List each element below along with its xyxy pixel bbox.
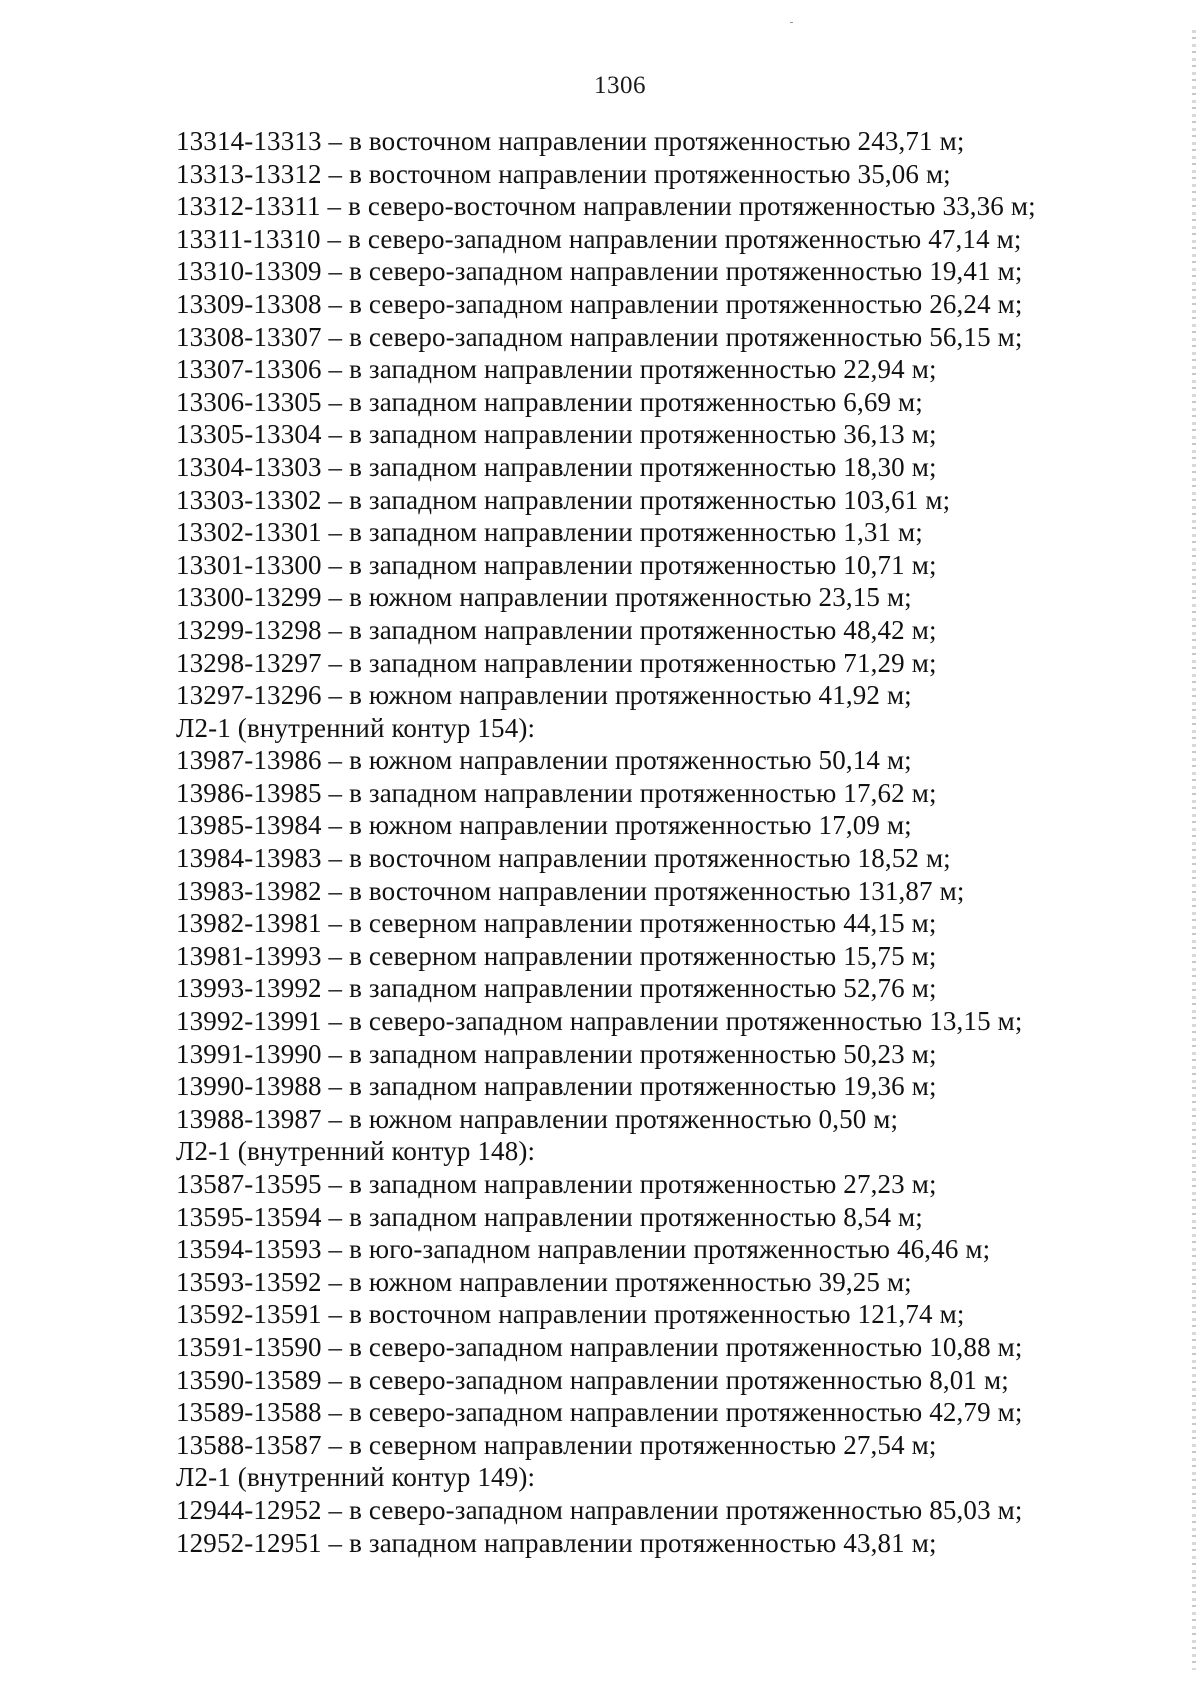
segment-line: 13310-13309 – в северо-западном направлении протяженностью 19,41 м; bbox=[176, 256, 1023, 287]
segment-line: 13981-13993 – в северном направлении протяженностью 15,75 м; bbox=[176, 940, 937, 971]
segment-line: 13595-13594 – в западном направлении протяженностью 8,54 м; bbox=[176, 1201, 923, 1232]
segment-line: 13312-13311 – в северо-восточном направлении протяженностью 33,36 м; bbox=[176, 191, 1036, 222]
segment-line: 13993-13992 – в западном направлении протяженностью 52,76 м; bbox=[176, 973, 937, 1004]
segment-line: 13303-13302 – в западном направлении протяженностью 103,61 м; bbox=[176, 484, 951, 515]
segment-line: 13986-13985 – в западном направлении протяженностью 17,62 м; bbox=[176, 777, 937, 808]
segment-line: 13985-13984 – в южном направлении протяженностью 17,09 м; bbox=[176, 810, 912, 841]
segment-line: 13591-13590 – в северо-западном направлении протяженностью 10,88 м; bbox=[176, 1331, 1023, 1362]
segment-line: 13306-13305 – в западном направлении протяженностью 6,69 м; bbox=[176, 386, 923, 417]
segment-line: 13300-13299 – в южном направлении протяженностью 23,15 м; bbox=[176, 582, 912, 613]
segment-line: 13982-13981 – в северном направлении протяженностью 44,15 м; bbox=[176, 908, 937, 939]
document-body bbox=[176, 125, 1176, 1559]
segment-line: 13588-13587 – в северном направлении протяженностью 27,54 м; bbox=[176, 1429, 937, 1460]
segment-line: 13991-13990 – в западном направлении протяженностью 50,23 м; bbox=[176, 1038, 937, 1069]
contour-heading: Л2-1 (внутренний контур 149): bbox=[176, 1462, 536, 1493]
scan-edge-artifact bbox=[1192, 30, 1196, 1670]
segment-line: 12944-12952 – в северо-западном направлении протяженностью 85,03 м; bbox=[176, 1494, 1023, 1525]
segment-line: 13305-13304 – в западном направлении протяженностью 36,13 м; bbox=[176, 419, 937, 450]
contour-heading: Л2-1 (внутренний контур 154): bbox=[176, 712, 536, 743]
contour-heading: Л2-1 (внутренний контур 148): bbox=[176, 1136, 536, 1167]
segment-line: 13309-13308 – в северо-западном направлении протяженностью 26,24 м; bbox=[176, 288, 1023, 319]
segment-line: 13987-13986 – в южном направлении протяженностью 50,14 м; bbox=[176, 745, 912, 776]
segment-line: 13311-13310 – в северо-западном направлении протяженностью 47,14 м; bbox=[176, 223, 1022, 254]
segment-line: 13307-13306 – в западном направлении протяженностью 22,94 м; bbox=[176, 354, 937, 385]
segment-line: 13308-13307 – в северо-западном направлении протяженностью 56,15 м; bbox=[176, 321, 1023, 352]
segment-line: 13984-13983 – в восточном направлении протяженностью 18,52 м; bbox=[176, 843, 951, 874]
segment-line: 13302-13301 – в западном направлении протяженностью 1,31 м; bbox=[176, 517, 923, 548]
segment-line: 12952-12951 – в западном направлении протяженностью 43,81 м; bbox=[176, 1527, 937, 1558]
segment-line: 13992-13991 – в северо-западном направлении протяженностью 13,15 м; bbox=[176, 1006, 1023, 1037]
segment-line: 13589-13588 – в северо-западном направлении протяженностью 42,79 м; bbox=[176, 1397, 1023, 1428]
segment-line: 13990-13988 – в западном направлении протяженностью 19,36 м; bbox=[176, 1071, 937, 1102]
page-number: 1306 bbox=[594, 72, 646, 99]
segment-line: 13299-13298 – в западном направлении протяженностью 48,42 м; bbox=[176, 614, 937, 645]
segment-line: 13297-13296 – в южном направлении протяженностью 41,92 м; bbox=[176, 680, 912, 711]
segment-line: 13983-13982 – в восточном направлении протяженностью 131,87 м; bbox=[176, 875, 965, 906]
segment-line: 13587-13595 – в западном направлении протяженностью 27,23 м; bbox=[176, 1169, 937, 1199]
segment-line: 13313-13312 – в восточном направлении протяженностью 35,06 м; bbox=[176, 158, 951, 189]
segment-line: 13593-13592 – в южном направлении протяженностью 39,25 м; bbox=[176, 1266, 912, 1297]
segment-line: 13304-13303 – в западном направлении протяженностью 18,30 м; bbox=[176, 451, 937, 482]
segment-line: 13301-13300 – в западном направлении протяженностью 10,71 м; bbox=[176, 549, 937, 580]
scan-artifact bbox=[790, 22, 793, 23]
segment-line: 13314-13313 – в восточном направлении протяженностью 243,71 м; bbox=[176, 126, 965, 156]
segment-line: 13988-13987 – в южном направлении протяженностью 0,50 м; bbox=[176, 1103, 899, 1134]
segment-line: 13590-13589 – в северо-западном направлении протяженностью 8,01 м; bbox=[176, 1364, 1009, 1395]
segment-line: 13594-13593 – в юго-западном направлении протяженностью 46,46 м; bbox=[176, 1234, 991, 1265]
segment-line: 13298-13297 – в западном направлении протяженностью 71,29 м; bbox=[176, 647, 937, 678]
segment-line: 13592-13591 – в восточном направлении протяженностью 121,74 м; bbox=[176, 1299, 965, 1330]
